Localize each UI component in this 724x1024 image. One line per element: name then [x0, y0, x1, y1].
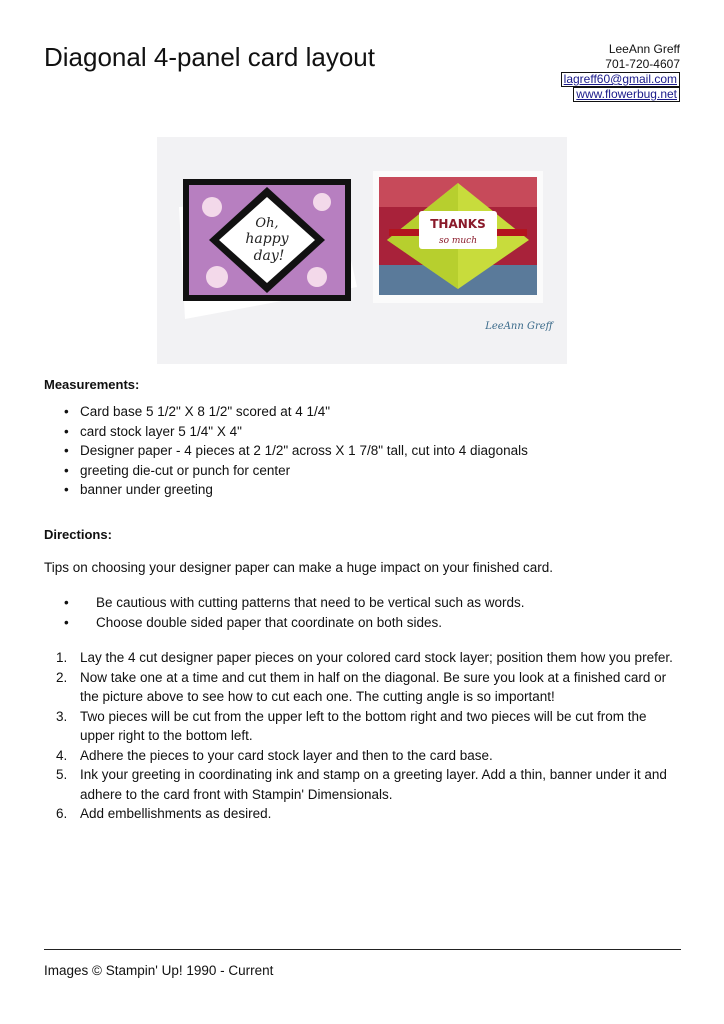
list-item: • Choose double sided paper that coordinate on both sides. — [64, 613, 525, 633]
right-card — [373, 171, 543, 303]
list-item — [44, 668, 684, 707]
photo-watermark: LeeAnn Greff — [485, 321, 553, 332]
step-number: 3. — [56, 708, 68, 724]
contact-block — [561, 42, 680, 102]
left-greeting-line1: Oh, — [255, 216, 279, 231]
step-number: 5. — [56, 767, 68, 782]
right-greeting-sub: so much — [438, 236, 478, 246]
step-number: 6. — [56, 806, 68, 821]
list-item — [44, 707, 684, 746]
measurements-heading: Measurements: — [44, 377, 140, 392]
directions-intro: Tips on choosing your designer paper can make a huge impact on your finished card. — [44, 560, 554, 575]
contact-phone: 701-720-4607 — [605, 57, 680, 71]
list-item — [44, 804, 684, 824]
directions-heading: Directions: — [44, 527, 112, 542]
step-text: Ink your greeting in coordinating ink and stamp on a greeting layer. Add a thin, banner under it and adhere to the card front with Stampin' Dimensionals. — [80, 767, 667, 802]
right-greeting-main: THANKS — [430, 217, 486, 231]
step-text: Add embellishments as desired. — [80, 806, 272, 821]
list-item — [44, 765, 684, 804]
list-item: • greeting die-cut or punch for center — [64, 461, 528, 481]
list-item — [44, 746, 684, 766]
contact-name: LeeAnn Greff — [608, 42, 680, 56]
card-photo — [157, 137, 567, 364]
step-text: Lay the 4 cut designer paper pieces on your colored card stock layer; position them how you prefer. — [80, 650, 673, 665]
step-number: 4. — [56, 747, 68, 763]
tips-list — [64, 593, 525, 632]
steps-list — [44, 648, 684, 824]
step-text: Two pieces will be cut from the upper left to the bottom right and two pieces will be cut from the upper right to the bottom left. — [80, 708, 647, 743]
step-text: Adhere the pieces to your card stock layer and then to the card base. — [80, 747, 493, 763]
list-item: • banner under greeting — [64, 480, 528, 500]
footer-divider — [44, 949, 681, 950]
list-item: • Designer paper - 4 pieces at 2 1/2" across X 1 7/8" tall, cut into 4 diagonals — [64, 441, 528, 461]
measurements-list — [64, 402, 528, 500]
footer-copyright: Images © Stampin' Up! 1990 - Current — [44, 963, 274, 978]
list-item: • Card base 5 1/2" X 8 1/2" scored at 4 1/4" — [64, 402, 528, 422]
step-text: Now take one at a time and cut them in half on the diagonal. Be sure you look at a finished card or the picture above to see how to cut each one. The cutting angle is so important! — [80, 669, 667, 704]
left-greeting-line2: happy — [245, 231, 289, 247]
step-number: 1. — [56, 650, 68, 665]
list-item: • card stock layer 5 1/4" X 4" — [64, 422, 528, 442]
step-number: 2. — [56, 669, 68, 685]
list-item: • Be cautious with cutting patterns that need to be vertical such as words. — [64, 593, 525, 613]
left-card — [179, 179, 357, 319]
page-title: Diagonal 4-panel card layout — [44, 42, 375, 72]
list-item — [44, 648, 684, 668]
website-link[interactable]: www.flowerbug.net — [573, 87, 680, 102]
email-link[interactable]: lagreff60@gmail.com — [561, 72, 680, 87]
left-greeting-line3: day! — [253, 248, 285, 264]
